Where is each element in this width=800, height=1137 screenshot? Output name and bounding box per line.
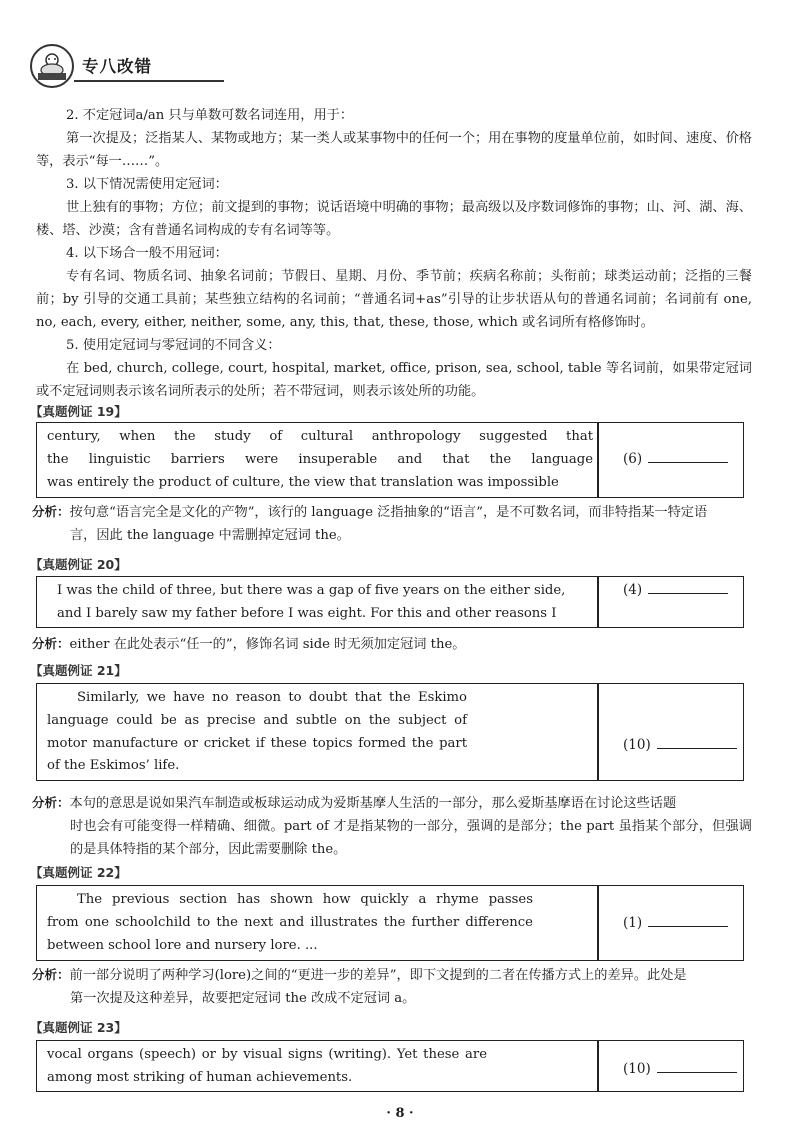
analysis-head: 分析： [32, 636, 70, 651]
analysis-text: 言，因此 the language 中需删掉定冠词 the。 [70, 528, 350, 543]
column-divider [597, 577, 599, 627]
text-line: I was the child of three, but there was a gap of five years on the either side, [57, 583, 566, 598]
example-text [47, 580, 593, 626]
analysis [32, 500, 752, 547]
note-paragraph: 4. 以下场合一般不用冠词： [66, 246, 228, 261]
text-line: vocal organs (speech) or by visual signs (writing). Yet these are [47, 1047, 487, 1062]
answer-blank[interactable] [648, 450, 728, 463]
example-box [36, 1040, 744, 1092]
analysis-text: either 在此处表示“任一的”，修饰名词 side 时无须加定冠词 the。 [69, 637, 466, 652]
note-paragraph: 在 bed, church, college, court, hospital, market, office, prison, sea, school, table 等名词前，如果带定冠词或不定冠词则表示该名词所表示的处所；若不带冠词，则表示该处所的功能。 [36, 361, 752, 399]
example-text [47, 889, 533, 957]
example-label: 【真题例证 21】 [30, 663, 127, 678]
column-divider [597, 1041, 599, 1091]
example-text [47, 1044, 487, 1090]
answer-number: (6) [623, 451, 643, 467]
example-label: 【真题例证 22】 [30, 865, 127, 880]
analysis [32, 632, 752, 656]
logo-icon [30, 44, 74, 88]
note-paragraph: 世上独有的事物；方位；前文提到的事物；说话语境中明确的事物；最高级以及序数词修饰的事物；山、河、湖、海、楼、塔、沙漠；含有普通名词构成的专有名词等等。 [36, 200, 752, 238]
text-line: among most striking of human achievements. [47, 1069, 353, 1085]
text-line: The previous section has shown how quickly a rhyme passes [77, 892, 533, 907]
example-text [47, 426, 593, 494]
column-divider [597, 423, 599, 497]
example-box [36, 576, 744, 628]
analysis-text: 按句意“语言完全是文化的产物”，该行的 language 泛指抽象的“语言”，是不可数名词，而非特指某一特定语 [69, 505, 708, 520]
text-line: the linguistic barriers were insuperable and that the language [47, 451, 593, 467]
answer-number: (4) [623, 582, 643, 598]
answer-blank[interactable] [657, 1060, 737, 1073]
analysis-text: 第一次提及这种差异，故要把定冠词 the 改成不定冠词 a。 [70, 991, 416, 1006]
note-paragraph: 专有名词、物质名词、抽象名词前；节假日、星期、月份、季节前；疾病名称前；头衔前；球类运动前；泛指的三餐前；by 引导的交通工具前；某些独立结构的名词前；“普通名词+as”引导的让步状语从句的普通名词前；名词前有 one, no, each, every, either, neither, some, any, this, that, these, those, which 或名词所有格修饰时。 [36, 269, 752, 330]
column-divider [597, 886, 599, 960]
column-divider [597, 684, 599, 780]
text-line: and I barely saw my father before I was eight. For this and other reasons I [57, 605, 557, 621]
example-label: 【真题例证 20】 [30, 557, 127, 572]
analysis-text: 前一部分说明了两种学习(lore)之间的“更进一步的差异”，即下文提到的二者在传播方式上的差异。此处是 [69, 968, 687, 983]
example-box [36, 683, 744, 781]
analysis-head: 分析： [32, 504, 70, 519]
text-line: motor manufacture or cricket if these topics formed the part [47, 735, 467, 751]
analysis [32, 791, 752, 861]
answer-slot [623, 581, 728, 598]
analysis-text: 时也会有可能变得一样精确、细微。part of 才是指某物的一部分，强调的是部分；the part 虽指某个部分，但强调的是具体特指的某个部分，因此需要删除 the。 [70, 819, 752, 857]
answer-number: (10) [623, 737, 651, 753]
example-text [47, 687, 467, 778]
note-paragraph: 第一次提及；泛指某人、某物或地方；某一类人或某事物中的任何一个；用在事物的度量单位前，如时间、速度、价格等，表示“每一……”。 [36, 131, 752, 169]
header-divider [74, 80, 224, 82]
text-line: from one schoolchild to the next and illustrates the further difference [47, 914, 533, 930]
analysis-text: 本句的意思是说如果汽车制造或板球运动成为爱斯基摩人生活的一部分，那么爱斯基摩语在讨论这些话题 [69, 796, 677, 811]
answer-slot [623, 736, 737, 753]
note-paragraph: 2. 不定冠词a/an 只与单数可数名词连用，用于： [66, 108, 354, 123]
text-line: Similarly, we have no reason to doubt that the Eskimo [77, 690, 467, 705]
answer-blank[interactable] [648, 914, 728, 927]
note-paragraph: 5. 使用定冠词与零冠词的不同含义： [66, 338, 281, 353]
note-paragraph: 3. 以下情况需使用定冠词： [66, 177, 228, 192]
answer-number: (10) [623, 1061, 651, 1077]
answer-blank[interactable] [648, 581, 728, 594]
answer-slot [623, 450, 728, 467]
text-line: language could be as precise and subtle on the subject of [47, 712, 467, 728]
answer-blank[interactable] [657, 736, 737, 749]
text-line: was entirely the product of culture, the view that translation was impossible [47, 474, 559, 490]
text-line: of the Eskimos’ life. [47, 758, 180, 774]
answer-slot [623, 914, 728, 931]
page-number: · 8 · [386, 1106, 414, 1121]
page-title: 专八改错 [82, 57, 152, 76]
example-label: 【真题例证 23】 [30, 1020, 127, 1035]
text-line: century, when the study of cultural anthropology suggested that [47, 429, 593, 444]
example-label: 【真题例证 19】 [30, 404, 127, 419]
analysis [32, 963, 752, 1010]
example-box [36, 422, 744, 498]
page-header [30, 44, 770, 90]
example-box [36, 885, 744, 961]
answer-number: (1) [623, 915, 643, 931]
analysis-head: 分析： [32, 795, 70, 810]
analysis-head: 分析： [32, 967, 70, 982]
answer-slot [623, 1060, 737, 1077]
text-line: between school lore and nursery lore. ... [47, 937, 318, 953]
